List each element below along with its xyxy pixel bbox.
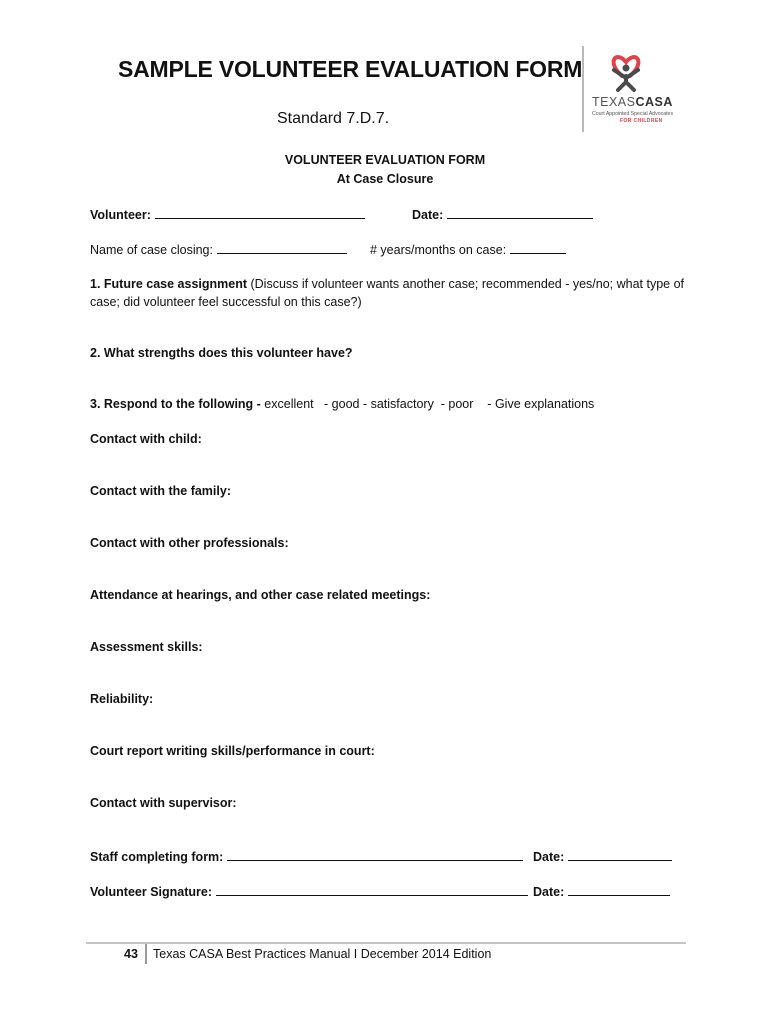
- item-attendance: Attendance at hearings, and other case related meetings:: [90, 588, 431, 602]
- date-row: [412, 206, 593, 222]
- item-assessment-skills: Assessment skills:: [90, 640, 203, 654]
- footer-separator: [145, 944, 147, 964]
- item-reliability: Reliability:: [90, 692, 154, 706]
- staff-blank[interactable]: [227, 848, 523, 861]
- item-court-report: Court report writing skills/performance in court:: [90, 744, 375, 758]
- question-3-text: excellent - good - satisfactory - poor - Give explanations: [264, 397, 595, 411]
- volunteer-row: [90, 206, 365, 222]
- volunteer-signature-label: Volunteer Signature:: [90, 885, 213, 899]
- form-heading: VOLUNTEER EVALUATION FORM: [284, 153, 486, 167]
- page-title: SAMPLE VOLUNTEER EVALUATION FORM: [118, 56, 583, 82]
- question-3-title: 3. Respond to the following -: [90, 397, 265, 411]
- years-label: # years/months on case:: [370, 243, 507, 257]
- question-2: 2. What strengths does this volunteer have?: [90, 346, 353, 360]
- logo-tagline: Court Appointed Special Advocates: [592, 111, 674, 117]
- case-closing-row: [90, 241, 347, 257]
- logo-brand-left: TEXAS: [592, 95, 636, 109]
- volunteer-signature-blank[interactable]: [216, 883, 528, 896]
- logo-brand: [592, 95, 678, 109]
- standard-number: Standard 7.D.7.: [277, 110, 390, 127]
- question-3: [90, 397, 594, 411]
- item-contact-professionals: Contact with other professionals:: [90, 536, 289, 550]
- volunteer-signature-date-row: [533, 883, 670, 899]
- volunteer-signature-date-blank[interactable]: [568, 883, 670, 896]
- question-1: [90, 275, 690, 311]
- question-1-text: (Discuss if volunteer wants another case; recommended - yes/no; what type of case; did volunteer feel successful on this case?): [90, 277, 685, 309]
- header-divider: [582, 46, 584, 132]
- volunteer-blank[interactable]: [155, 206, 365, 219]
- staff-label: Staff completing form:: [90, 850, 224, 864]
- question-1-title: 1. Future case assignment: [90, 277, 248, 291]
- logo-brand-right: CASA: [635, 95, 673, 109]
- footer-text: Texas CASA Best Practices Manual I December 2014 Edition: [153, 947, 492, 961]
- date-blank[interactable]: [447, 206, 593, 219]
- volunteer-label: Volunteer:: [90, 208, 151, 222]
- case-closing-blank[interactable]: [217, 241, 347, 254]
- staff-date-label: Date:: [533, 850, 565, 864]
- footer-rule: [86, 942, 686, 944]
- case-closing-label: Name of case closing:: [90, 243, 213, 257]
- item-contact-family: Contact with the family:: [90, 484, 231, 498]
- item-contact-supervisor: Contact with supervisor:: [90, 796, 237, 810]
- years-blank[interactable]: [510, 241, 566, 254]
- page-number: 43: [124, 947, 138, 961]
- item-contact-child: Contact with child:: [90, 432, 202, 446]
- staff-date-blank[interactable]: [568, 848, 672, 861]
- years-row: [370, 241, 566, 257]
- staff-date-row: [533, 848, 672, 864]
- logo-for-children: FOR CHILDREN: [620, 118, 663, 124]
- volunteer-signature-row: [90, 883, 528, 899]
- form-subheading: At Case Closure: [336, 172, 434, 186]
- volunteer-signature-date-label: Date:: [533, 885, 565, 899]
- staff-row: [90, 848, 523, 864]
- date-label: Date:: [412, 208, 444, 222]
- texas-casa-logo: [592, 52, 678, 132]
